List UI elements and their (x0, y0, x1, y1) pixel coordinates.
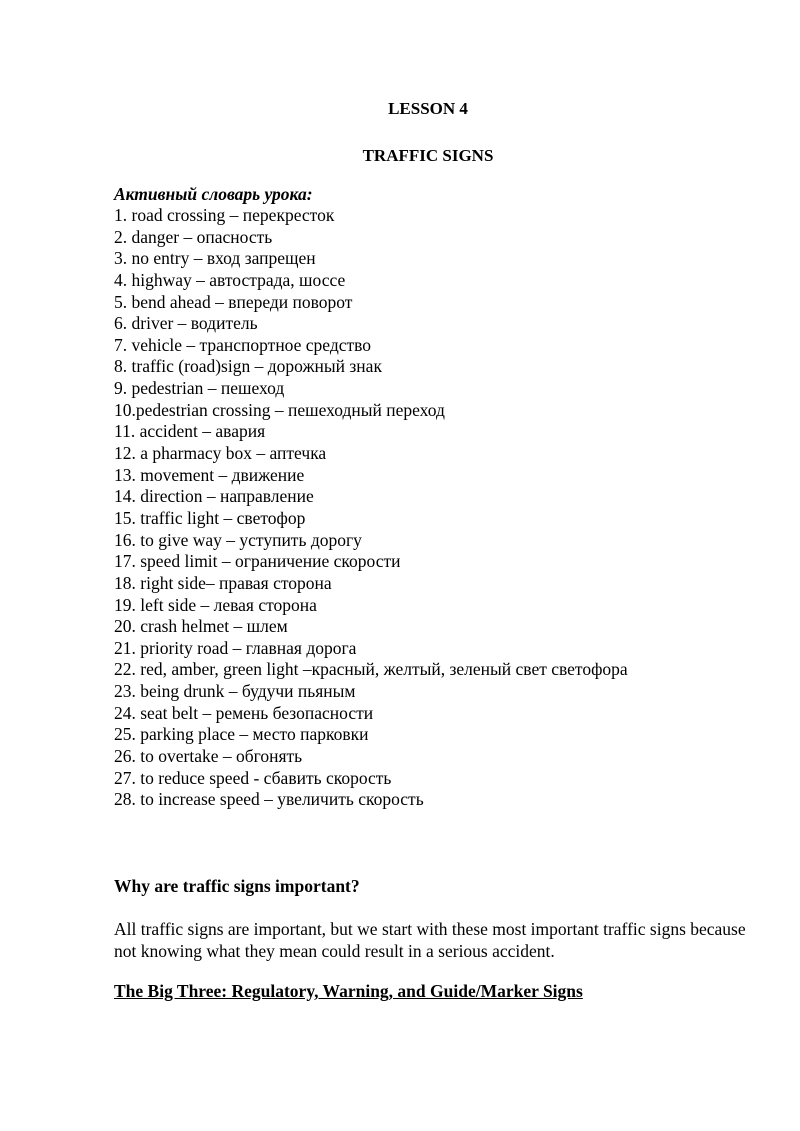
vocab-item: 5. bend ahead – впереди поворот (114, 291, 353, 312)
lesson-title: LESSON 4 (388, 99, 468, 118)
vocab-item: 8. traffic (road)sign – дорожный знак (114, 356, 382, 377)
vocab-item: 21. priority road – главная дорога (114, 637, 357, 658)
vocab-item: 10.pedestrian crossing – пешеходный переход (114, 399, 445, 420)
vocab-item: 9. pedestrian – пешеход (114, 378, 285, 399)
vocab-item: 4. highway – автострада, шоссе (114, 269, 346, 290)
vocab-item: 20. crash helmet – шлем (114, 616, 288, 637)
vocab-item: 18. right side– правая сторона (114, 572, 332, 593)
vocab-item: 3. no entry – вход запрещен (114, 248, 316, 269)
vocabulary-list (114, 205, 628, 811)
vocab-item: 28. to increase speed – увеличить скорость (114, 789, 424, 810)
vocab-item: 15. traffic light – светофор (114, 507, 306, 528)
body-paragraph: All traffic signs are important, but we start with these most important traffic signs because not knowing what they mean could result in a serious accident. (114, 919, 746, 961)
vocab-item: 14. direction – направление (114, 486, 314, 507)
vocab-item: 16. to give way – уступить дорогу (114, 529, 362, 550)
vocab-item: 26. to overtake – обгонять (114, 746, 303, 767)
vocab-item: 7. vehicle – транспортное средство (114, 334, 372, 355)
vocab-item: 2. danger – опасность (114, 226, 273, 247)
vocab-item: 11. accident – авария (114, 421, 266, 442)
vocab-item: 24. seat belt – ремень безопасности (114, 702, 374, 723)
vocab-item: 1. road crossing – перекресток (114, 205, 335, 225)
vocab-item: 19. left side – левая сторона (114, 594, 317, 615)
vocab-item: 17. speed limit – ограничение скорости (114, 551, 401, 572)
vocab-item: 27. to reduce speed - сбавить скорость (114, 767, 392, 788)
vocab-item: 6. driver – водитель (114, 313, 258, 334)
vocab-item: 12. a pharmacy box – аптечка (114, 443, 327, 464)
section-subheading: The Big Three: Regulatory, Warning, and Guide/Marker Signs (114, 981, 583, 1001)
vocabulary-heading: Активный словарь урока: (114, 184, 313, 204)
vocab-item: 13. movement – движение (114, 464, 305, 485)
vocab-item: 25. parking place – место парковки (114, 724, 369, 745)
vocab-item: 22. red, amber, green light –красный, желтый, зеленый свет светофора (114, 659, 628, 680)
section-question: Why are traffic signs important? (114, 876, 360, 896)
vocab-item: 23. being drunk – будучи пьяным (114, 681, 356, 702)
topic-title: TRAFFIC SIGNS (362, 146, 494, 165)
